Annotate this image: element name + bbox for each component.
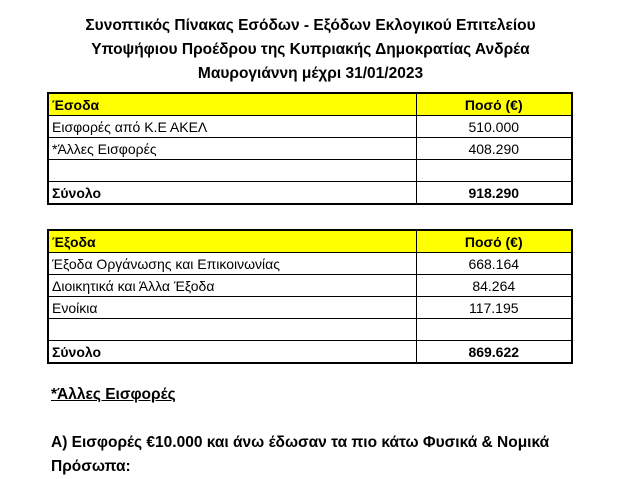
expense-row-amount: 668.164: [416, 253, 572, 275]
document-title: [20, 14, 601, 86]
expense-total-row: [48, 341, 572, 364]
title-line-2: Υποψήφιου Προέδρου της Κυπριακής Δημοκρατίας Ανδρέα: [91, 41, 530, 58]
expense-total-amount: 869.622: [416, 341, 572, 364]
table-row: [48, 253, 572, 275]
table-row: [48, 116, 572, 138]
other-contributions-heading: *Άλλες Εισφορές: [51, 386, 176, 403]
expense-header-amount: Ποσό (€): [416, 230, 572, 253]
expense-row-label: [48, 319, 416, 341]
title-line-3: Μαυρογιάννη μέχρι 31/01/2023: [197, 65, 424, 82]
income-row-amount: [416, 160, 572, 182]
expense-row-amount: [416, 319, 572, 341]
expense-row-amount: 84.264: [416, 275, 572, 297]
income-total-label: Σύνολο: [48, 182, 416, 205]
table-row: [48, 160, 572, 182]
income-row-label: Εισφορές από Κ.Ε ΑΚΕΛ: [48, 116, 416, 138]
title-line-1: Συνοπτικός Πίνακας Εσόδων - Εξόδων Εκλογικού Επιτελείου: [85, 17, 536, 34]
expense-row-amount: 117.195: [416, 297, 572, 319]
expense-total-label: Σύνολο: [48, 341, 416, 364]
income-table: [47, 92, 573, 205]
income-row-amount: 408.290: [416, 138, 572, 160]
expense-header-label: Έξοδα: [48, 230, 416, 253]
income-row-label: *Άλλες Εισφορές: [48, 138, 416, 160]
income-header-amount: Ποσό (€): [416, 93, 572, 116]
income-row-label: [48, 160, 416, 182]
income-header-label: Έσοδα: [48, 93, 416, 116]
expense-row-label: Διοικητικά και Άλλα Έξοδα: [48, 275, 416, 297]
table-row: [48, 138, 572, 160]
contributions-note-text: Α) Εισφορές €10.000 και άνω έδωσαν τα πιο κάτω Φυσικά & Νομικά Πρόσωπα:: [51, 434, 550, 475]
table-row: [48, 297, 572, 319]
income-total-amount: 918.290: [416, 182, 572, 205]
table-row: [48, 275, 572, 297]
expense-table: [47, 229, 573, 364]
income-header-row: [48, 93, 572, 116]
expense-header-row: [48, 230, 572, 253]
table-row: [48, 319, 572, 341]
expense-row-label: Έξοδα Οργάνωσης και Επικοινωνίας: [48, 253, 416, 275]
income-total-row: [48, 182, 572, 205]
expense-row-label: Ενοίκια: [48, 297, 416, 319]
income-row-amount: 510.000: [416, 116, 572, 138]
